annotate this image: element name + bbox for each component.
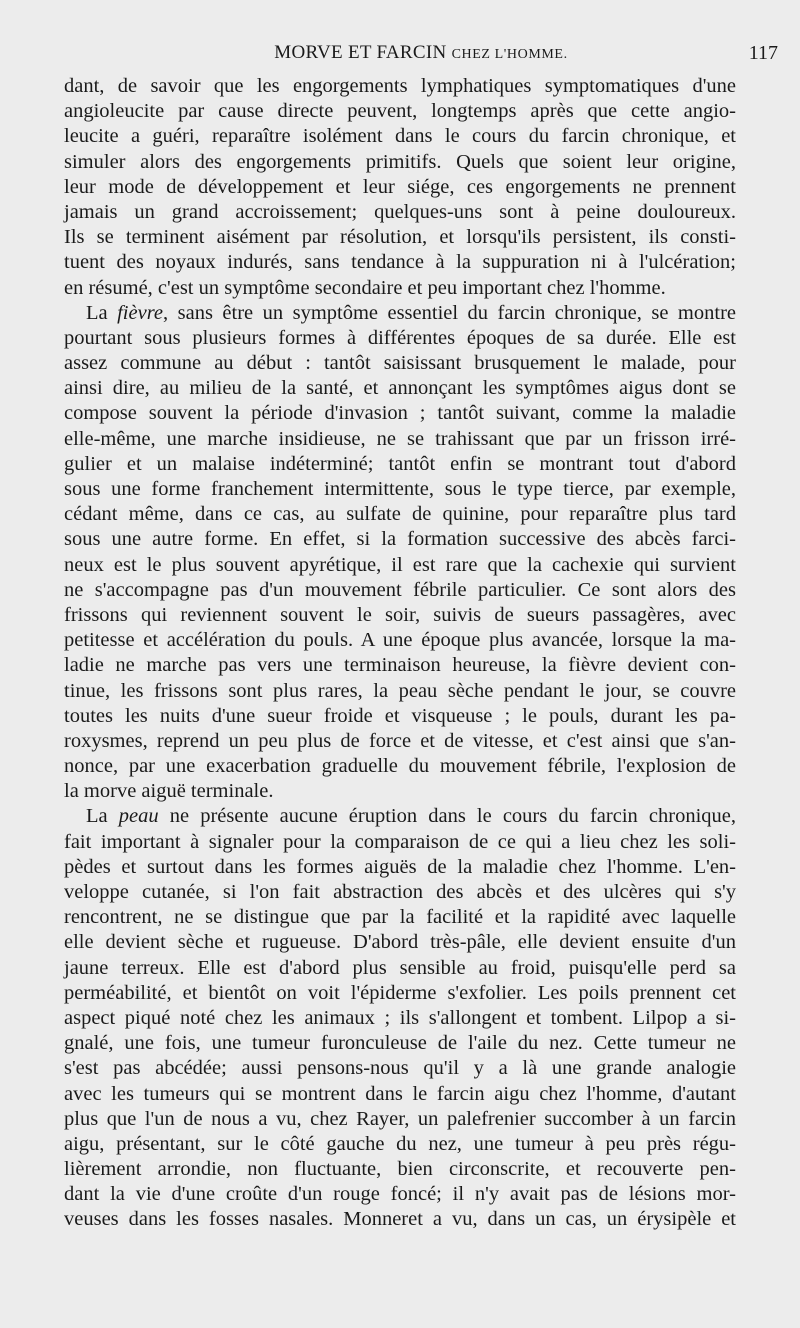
paragraph-3 [64,804,736,1232]
text-line: pourtant sous plusieurs formes à différentes époques de sa durée. Elle est [64,326,736,349]
text-line: dant, de savoir que les engorgements lymphatiques symptomatiques d'une [64,75,736,97]
text-line: leur mode de développement et leur siége, ces engorgements ne prennent [64,175,736,198]
text-line: compose souvent la période d'invasion ; tantôt suivant, comme la maladie [64,402,736,425]
text-line: plus que l'un de nous a vu, chez Rayer, un palefrenier succomber à un farcin [64,1107,736,1130]
text-line: toutes les nuits d'une sueur froide et visqueuse ; le pouls, durant les pa- [64,704,736,727]
text-line: veloppe cutanée, si l'on fait abstraction des abcès et des ulcères qui s'y [64,881,736,903]
text-line: en résumé, c'est un symptôme secondaire et peu important chez l'homme. [64,276,666,299]
text-line: neux est le plus souvent apyrétique, il est rare que la cachexie qui survient [64,553,736,576]
running-title-small: CHEZ L'HOMME. [451,47,568,62]
text-line: dant la vie d'une croûte d'un rouge foncé; il n'y avait pas de lésions mor- [64,1183,736,1206]
text-line: sous une autre forme. En effet, si la formation successive des abcès farci- [64,528,736,551]
text-line: simuler alors des engorgements primitifs. Quels que soient leur origine, [64,150,736,173]
text-line: leucite a guéri, reparaître isolément dans le cours du farcin chronique, et [64,125,736,148]
text-line: cédant même, dans ce cas, au sulfate de quinine, pour reparaître plus tard [64,503,736,526]
paragraph-1 [64,74,736,301]
text-line: ne s'accompagne pas d'un mouvement fébrile particulier. Ce sont alors des [64,578,736,601]
text-line-first [64,301,736,326]
text-line: aspect piqué noté chez les animaux ; ils s'allongent et tombent. Lilpop a si- [64,1006,736,1029]
text-line: roxysmes, reprend un peu plus de force et de vitesse, et c'est ainsi que s'an- [64,729,736,752]
text-line: Ils se terminent aisément par résolution, et lorsqu'ils persistent, ils consti- [64,226,736,249]
running-title-main: MORVE ET FARCIN [274,42,447,63]
text-line: angioleucite par cause directe peuvent, longtemps après que cette angio- [64,100,736,123]
text-line: aigu, présentant, sur le côté gauche du nez, une tumeur à peu près régu- [64,1132,736,1155]
text-line: jamais un grand accroissement; quelques-uns sont à peine douloureux. [64,200,736,223]
text-line: tinue, les frissons sont plus rares, la peau sèche pendant le jour, se couvre [64,679,736,702]
body-text [64,74,736,1233]
text-line: assez commune au début : tantôt saisissant brusquement le malade, pour [64,352,736,375]
text-line: fait important à signaler pour la comparaison de ce qui a lieu chez les soli- [64,830,736,853]
running-title [64,42,778,64]
paragraph-2 [64,301,736,805]
text-line: pèdes et surtout dans les formes aiguës de la maladie chez l'homme. L'en- [64,855,736,878]
text-line: lièrement arrondie, non fluctuante, bien circonscrite, et recouverte pen- [64,1158,736,1181]
text-fragment: La [86,301,118,324]
text-line: elle-même, une marche insidieuse, ne se trahissant que par un frisson irré- [64,427,736,450]
text-line: frissons qui reviennent souvent le soir, suivis de sueurs passagères, avec [64,603,736,626]
text-line: avec les tumeurs qui se montrent dans le farcin aigu chez l'homme, d'autant [64,1082,736,1105]
text-line: s'est pas abcédée; aussi pensons-nous qu'il y a là une grande analogie [64,1057,736,1080]
page-number: 117 [748,42,778,64]
text-fragment: La [86,805,119,828]
text-line: sous une forme franchement intermittente, sous le type tierce, par exemple, [64,478,736,500]
text-line: rencontrent, ne se distingue que par la facilité et la rapidité avec laquelle [64,906,736,929]
text-line: veuses dans les fosses nasales. Monneret a vu, dans un cas, un érysipèle et [64,1208,736,1231]
text-line: ainsi dire, au milieu de la santé, et annonçant les symptômes aigus dont se [64,377,736,400]
text-line: ladie ne marche pas vers une terminaison heureuse, la fièvre devient con- [64,654,736,677]
italic-term: fièvre [117,301,164,324]
text-line: elle devient sèche et rugueuse. D'abord très-pâle, elle devient ensuite d'un [64,931,736,954]
running-header [64,42,778,70]
text-line-first [64,804,736,829]
text-line: petitesse et accélération du pouls. A une époque plus avancée, lorsque la ma- [64,629,736,652]
text-line: la morve aiguë terminale. [64,780,274,803]
text-fragment: ne présente aucune éruption dans le cours du farcin chronique, [158,805,736,828]
text-line: jaune terreux. Elle est d'abord plus sensible au froid, puisqu'elle perd sa [64,956,736,979]
text-fragment: , sans être un symptôme essentiel du farcin chronique, se montre [163,301,737,324]
text-line: gulier et un malaise indéterminé; tantôt enfin se montrant tout d'abord [64,452,736,475]
text-line: gnalé, une fois, une tumeur furonculeuse de l'aile du nez. Cette tumeur ne [64,1032,736,1055]
text-line: perméabilité, et bientôt on voit l'épiderme s'exfolier. Les poils prennent cet [64,981,736,1004]
text-line: tuent des noyaux indurés, sans tendance à la suppuration ni à l'ulcération; [64,251,736,274]
text-line: nonce, par une exacerbation graduelle du mouvement fébrile, l'explosion de [64,755,736,778]
italic-term: peau [118,805,159,828]
